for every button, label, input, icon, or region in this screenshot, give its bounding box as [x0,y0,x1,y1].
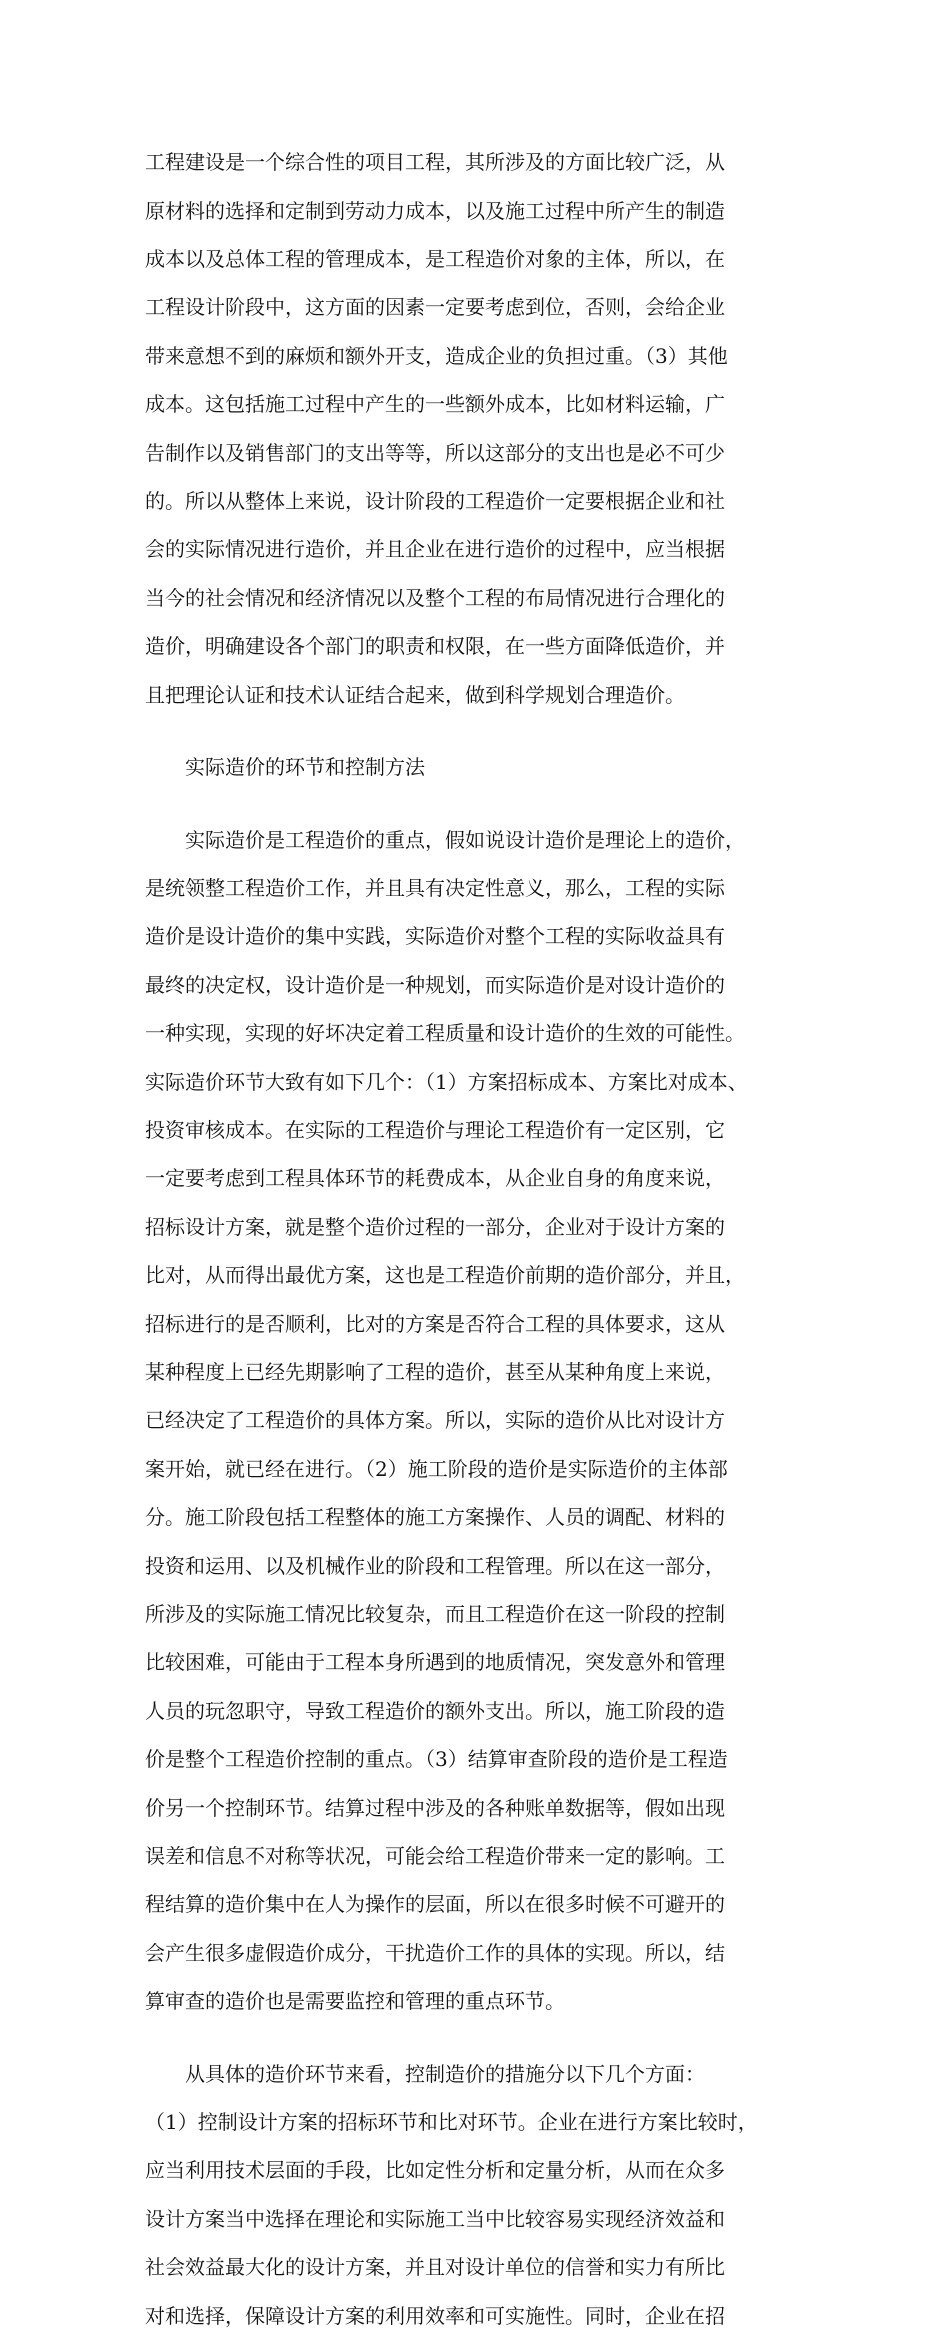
text-line: 告制作以及销售部门的支出等等，所以这部分的支出也是必不可少 [145,440,725,465]
text-line: 实际造价是工程造价的重点，假如说设计造价是理论上的造价， [185,827,745,852]
text-line: 分。施工阶段包括工程整体的施工方案操作、人员的调配、材料的 [145,1505,725,1530]
text-line: 工程建设是一个综合性的项目工程，其所涉及的方面比较广泛，从 [145,150,725,175]
text-line: 成本以及总体工程的管理成本，是工程造价对象的主体，所以，在 [145,246,725,271]
text-line: 比较困难，可能由于工程本身所遇到的地质情况，突发意外和管理 [145,1650,725,1675]
section-heading [145,731,825,804]
text-line: 一种实现，实现的好坏决定着工程质量和设计造价的生效的可能性。 [145,1021,745,1046]
text-line: 会产生很多虚假造价成分，干扰造价工作的具体的实现。所以，结 [145,1940,725,1965]
text-line: 投资和运用、以及机械作业的阶段和工程管理。所以在这一部分， [145,1553,725,1578]
document-page [145,126,825,2352]
text-line: （1）控制设计方案的招标环节和比对环节。企业在进行方案比较时， [145,2110,758,2135]
text-line: 误差和信息不对称等状况，可能会给工程造价带来一定的影响。工 [145,1843,725,1868]
text-line: 比对，从而得出最优方案，这也是工程造价前期的造价部分，并且， [145,1263,745,1288]
text-line: 成本。这包括施工过程中产生的一些额外成本，比如材料运输，广 [145,392,725,417]
text-line: 设计方案当中选择在理论和实际施工当中比较容易实现经济效益和 [145,2206,725,2231]
paragraph-actual-cost [145,803,825,2037]
text-line: 从具体的造价环节来看，控制造价的措施分以下几个方面： [185,2061,705,2086]
text-line: 算审查的造价也是需要监控和管理的重点环节。 [145,1989,565,2014]
text-line: 造价，明确建设各个部门的职责和权限，在一些方面降低造价，并 [145,634,725,659]
text-line: 当今的社会情况和经济情况以及整个工程的布局情况进行合理化的 [145,585,725,610]
text-line: 价另一个控制环节。结算过程中涉及的各种账单数据等，假如出现 [145,1795,725,1820]
text-line: 一定要考虑到工程具体环节的耗费成本，从企业自身的角度来说， [145,1166,725,1191]
text-line: 应当利用技术层面的手段，比如定性分析和定量分析，从而在众多 [145,2158,725,2183]
text-line: 投资审核成本。在实际的工程造价与理论工程造价有一定区别，它 [145,1118,725,1143]
text-line: 案开始，就已经在进行。（2）施工阶段的造价是实际造价的主体部 [145,1456,728,1481]
text-line: 程结算的造价集中在人为操作的层面，所以在很多时候不可避开的 [145,1892,725,1917]
text-line: 原材料的选择和定制到劳动力成本，以及施工过程中所产生的制造 [145,198,725,223]
text-line: 最终的决定权，设计造价是一种规划，而实际造价是对设计造价的 [145,972,725,997]
text-line: 某种程度上已经先期影响了工程的造价，甚至从某种角度上来说， [145,1359,725,1384]
text-line: 的。所以从整体上来说，设计阶段的工程造价一定要根据企业和社 [145,488,725,513]
paragraph-design-cost [145,126,825,731]
text-line: 会的实际情况进行造价，并且企业在进行造价的过程中，应当根据 [145,537,725,562]
text-line: 工程设计阶段中，这方面的因素一定要考虑到位，否则，会给企业 [145,295,725,320]
text-line: 对和选择，保障设计方案的利用效率和可实施性。同时，企业在招 [145,2303,725,2328]
text-line: 实际造价环节大致有如下几个：（1）方案招标成本、方案比对成本、 [145,1069,748,1094]
text-line: 招标进行的是否顺利，比对的方案是否符合工程的具体要求，这从 [145,1311,725,1336]
text-line: 人员的玩忽职守，导致工程造价的额外支出。所以，施工阶段的造 [145,1698,725,1723]
heading-line: 实际造价的环节和控制方法 [185,755,425,780]
text-line: 是统领整工程造价工作，并且具有决定性意义，那么，工程的实际 [145,876,725,901]
text-line: 带来意想不到的麻烦和额外开支，造成企业的负担过重。（3）其他 [145,343,728,368]
text-line: 造价是设计造价的集中实践，实际造价对整个工程的实际收益具有 [145,924,725,949]
text-line: 招标设计方案，就是整个造价过程的一部分，企业对于设计方案的 [145,1214,725,1239]
text-line: 社会效益最大化的设计方案，并且对设计单位的信誉和实力有所比 [145,2255,725,2280]
paragraph-control-measures [145,2037,825,2352]
text-line: 价是整个工程造价控制的重点。（3）结算审查阶段的造价是工程造 [145,1747,728,1772]
text-line: 所涉及的实际施工情况比较复杂，而且工程造价在这一阶段的控制 [145,1601,725,1626]
text-line: 已经决定了工程造价的具体方案。所以，实际的造价从比对设计方 [145,1408,725,1433]
text-line: 且把理论认证和技术认证结合起来，做到科学规划合理造价。 [145,682,685,707]
